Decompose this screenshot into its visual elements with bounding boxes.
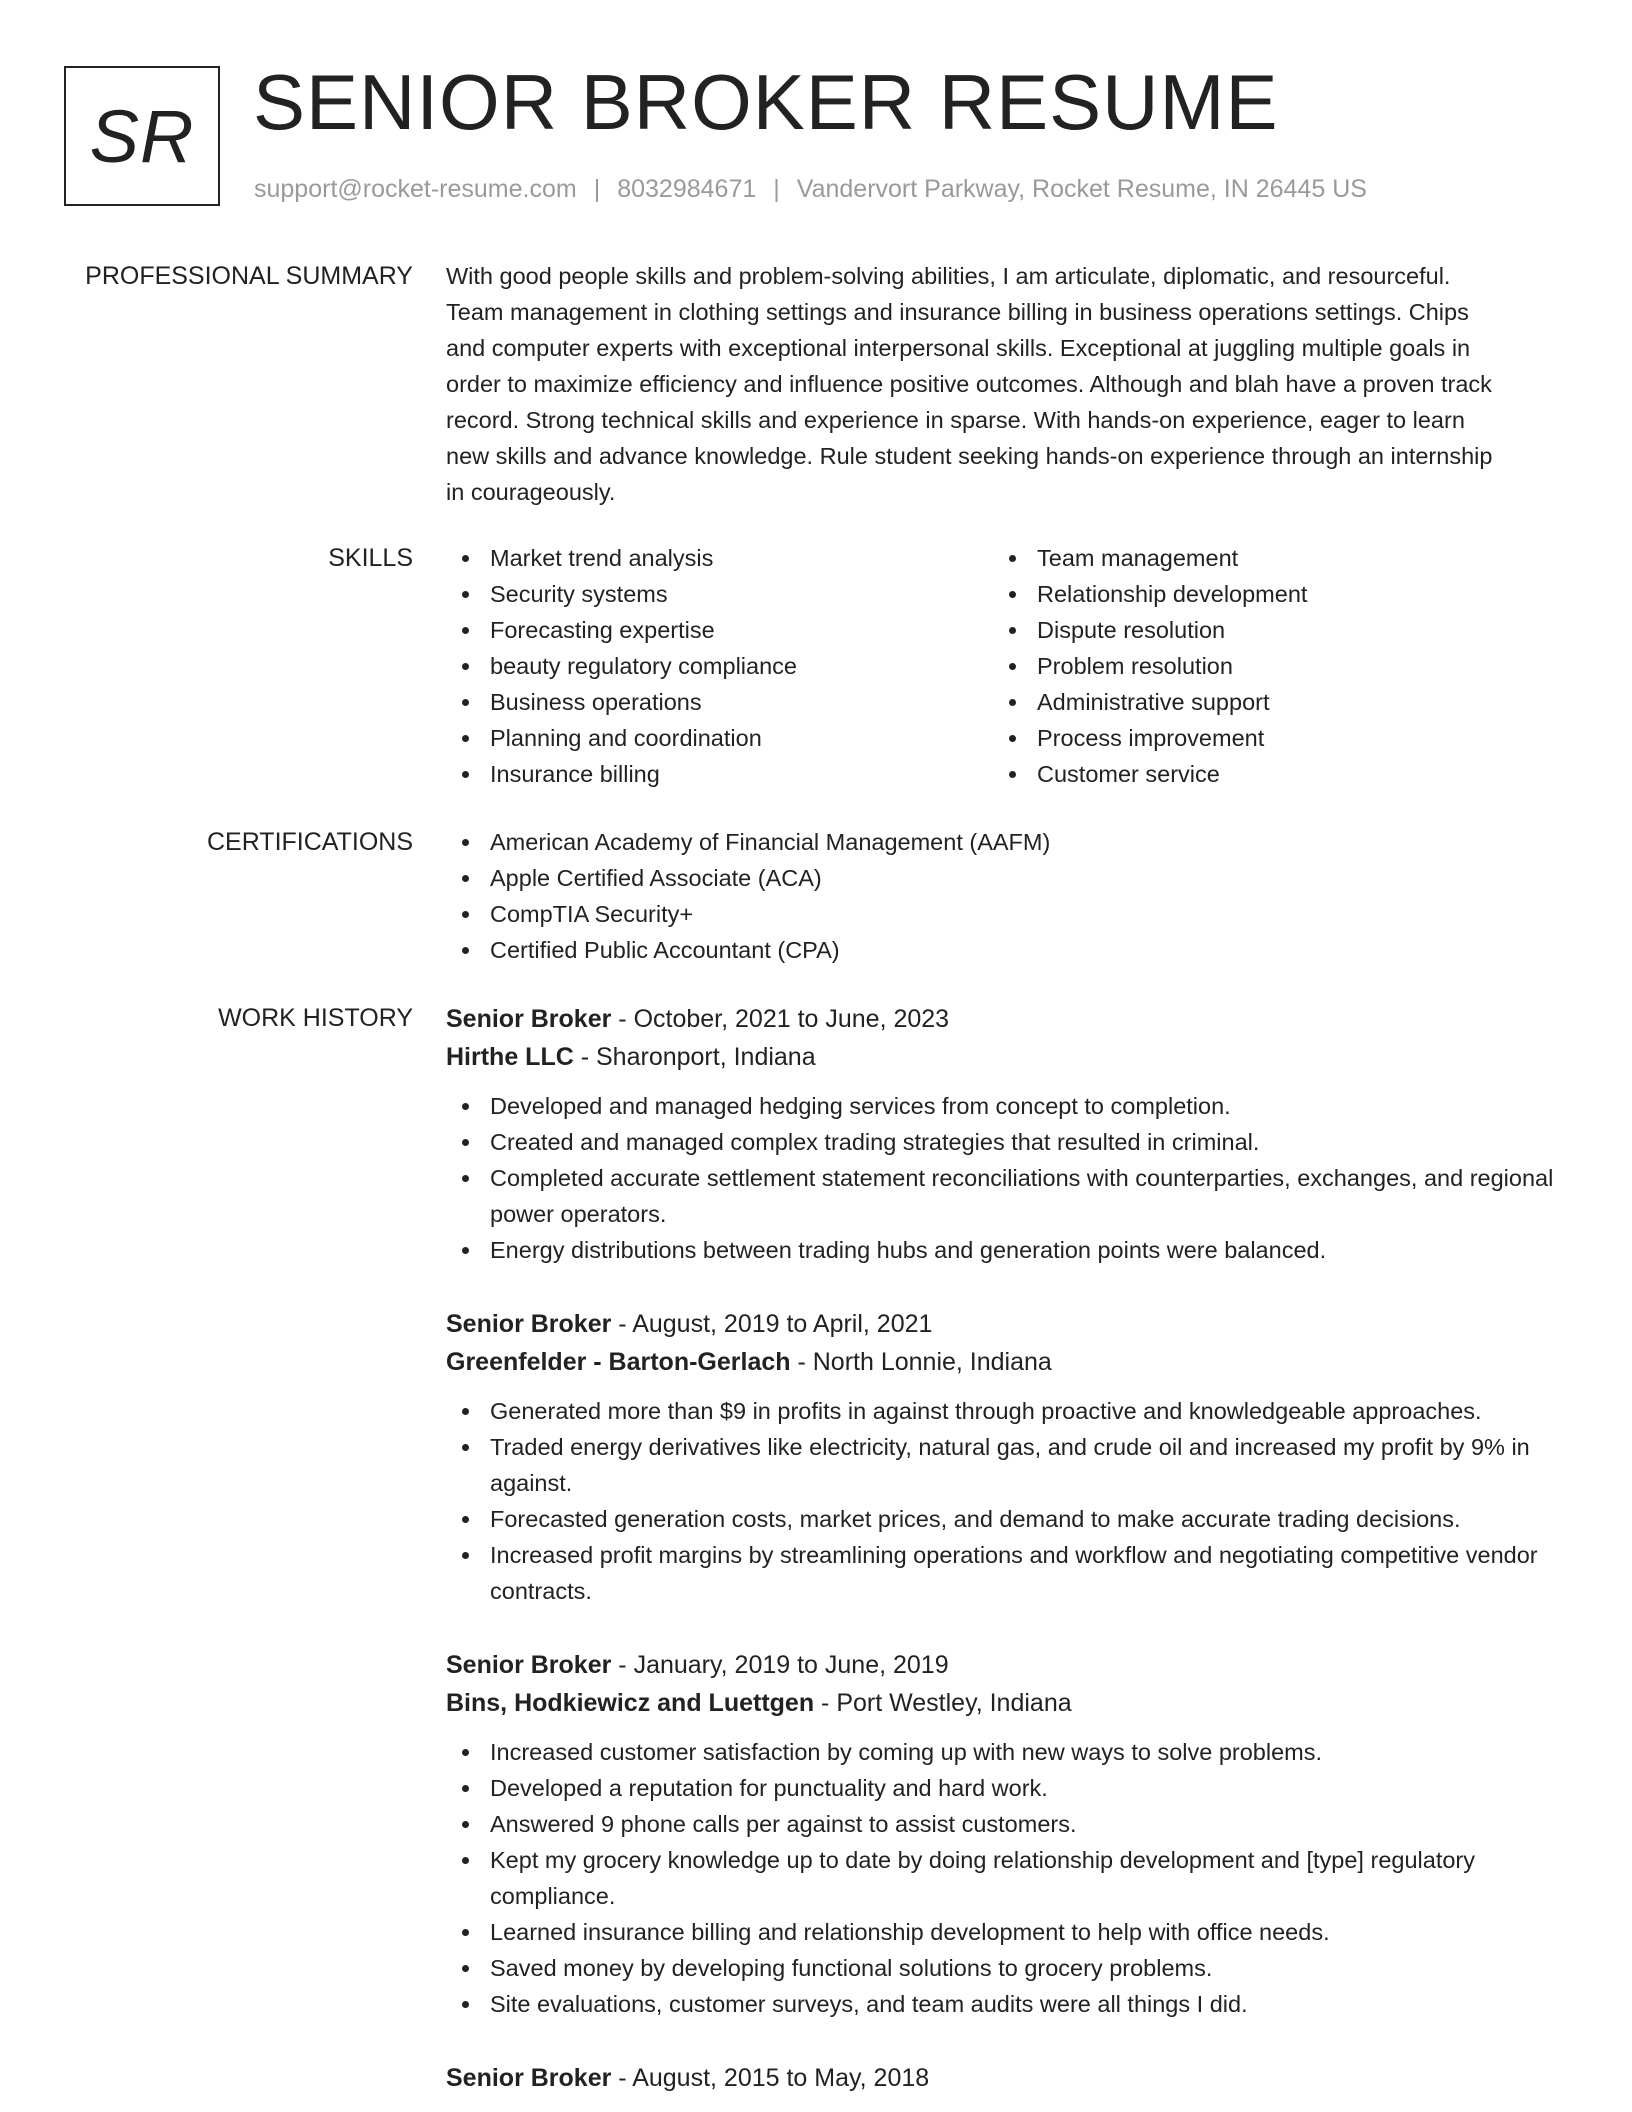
- job-company-line: [446, 1038, 1556, 1076]
- job-company: Bins, Hodkiewicz and Luettgen: [446, 1689, 815, 1717]
- monogram-initials: SR: [89, 94, 195, 178]
- job-bullets: [446, 1393, 1556, 1609]
- certifications-label: CERTIFICATIONS: [206, 828, 413, 856]
- contact-separator: |: [593, 175, 601, 203]
- job-bullet: Generated more than $9 in profits in against through proactive and knowledgeable approaches.: [446, 1393, 1556, 1429]
- job-entry: [446, 1000, 1556, 1268]
- skill-item: Security systems: [446, 576, 993, 612]
- job-entry: [446, 2059, 1556, 2097]
- skill-item: Process improvement: [993, 720, 1540, 756]
- skills-column-left: [446, 540, 993, 792]
- job-dates: - August, 2019 to April, 2021: [618, 1310, 933, 1338]
- job-bullet: Traded energy derivatives like electricity, natural gas, and crude oil and increased my profit by 9% in against.: [446, 1429, 1556, 1501]
- job-dates: - January, 2019 to June, 2019: [618, 1651, 949, 1679]
- job-company-line: [446, 1343, 1556, 1381]
- summary-text: [446, 258, 1556, 510]
- certification-item: Apple Certified Associate (ACA): [446, 860, 1556, 896]
- job-bullet: Developed and managed hedging services from concept to completion.: [446, 1088, 1556, 1124]
- job-dates: - October, 2021 to June, 2023: [618, 1005, 950, 1033]
- job-bullet: Answered 9 phone calls per against to assist customers.: [446, 1806, 1556, 1842]
- skill-item: Customer service: [993, 756, 1540, 792]
- summary-line: With good people skills and problem-solving abilities, I am articulate, diplomatic, and resourceful.: [446, 263, 1451, 289]
- skills-column-right: [993, 540, 1540, 792]
- job-bullet: Completed accurate settlement statement reconciliations with counterparties, exchanges, and regional power operators.: [446, 1160, 1556, 1232]
- job-bullet: Kept my grocery knowledge up to date by doing relationship development and [type] regulatory compliance.: [446, 1842, 1556, 1914]
- job-bullet: Increased profit margins by streamlining operations and workflow and negotiating competitive vendor contracts.: [446, 1537, 1556, 1609]
- certifications-list: [446, 824, 1556, 968]
- skill-item: Team management: [993, 540, 1540, 576]
- skill-item: Insurance billing: [446, 756, 993, 792]
- job-entry: [446, 1305, 1556, 1609]
- summary-line: Team management in clothing settings and insurance billing in business operations settings. Chips: [446, 299, 1469, 325]
- job-company-line: [446, 1684, 1556, 1722]
- contact-phone[interactable]: 8032984671: [617, 175, 757, 203]
- job-title-line: [446, 1000, 1556, 1038]
- job-bullet: Forecasted generation costs, market prices, and demand to make accurate trading decisions.: [446, 1501, 1556, 1537]
- job-dates: - August, 2015 to May, 2018: [618, 2064, 930, 2092]
- skills-list: [446, 540, 1556, 792]
- job-bullet: Energy distributions between trading hubs and generation points were balanced.: [446, 1232, 1556, 1268]
- job-title-line: [446, 1305, 1556, 1343]
- contact-separator: |: [773, 175, 780, 203]
- job-title: Senior Broker: [446, 1651, 612, 1679]
- job-bullets: [446, 1088, 1556, 1268]
- skill-item: Forecasting expertise: [446, 612, 993, 648]
- certification-item: American Academy of Financial Management (AAFM): [446, 824, 1556, 860]
- job-bullet: Learned insurance billing and relationship development to help with office needs.: [446, 1914, 1556, 1950]
- summary-line: record. Strong technical skills and experience in sparse. With hands-on experience, eager to learn: [446, 407, 1465, 433]
- skill-item: Relationship development: [993, 576, 1540, 612]
- skill-item: Dispute resolution: [993, 612, 1540, 648]
- job-location: - Port Westley, Indiana: [821, 1689, 1072, 1717]
- skill-item: Administrative support: [993, 684, 1540, 720]
- contact-email[interactable]: support@rocket-resume.com: [254, 175, 577, 203]
- job-bullet: Developed a reputation for punctuality and hard work.: [446, 1770, 1556, 1806]
- job-bullet: Site evaluations, customer surveys, and team audits were all things I did.: [446, 1986, 1556, 2022]
- skill-item: Problem resolution: [993, 648, 1540, 684]
- job-title-line: [446, 1646, 1556, 1684]
- skill-item: beauty regulatory compliance: [446, 648, 993, 684]
- summary-line: order to maximize efficiency and influence positive outcomes. Although and blah have a proven track: [446, 371, 1492, 397]
- contact-address: Vandervort Parkway, Rocket Resume, IN 26445 US: [796, 175, 1367, 203]
- resume-title: SENIOR BROKER RESUME: [253, 58, 1279, 146]
- job-bullet: Increased customer satisfaction by coming up with new ways to solve problems.: [446, 1734, 1556, 1770]
- job-company: Hirthe LLC: [446, 1043, 574, 1071]
- skills-label: SKILLS: [328, 544, 413, 572]
- job-bullets: [446, 1734, 1556, 2022]
- job-title: Senior Broker: [446, 1310, 612, 1338]
- job-title-line: [446, 2059, 1556, 2097]
- summary-line: in courageously.: [446, 479, 616, 505]
- certification-item: Certified Public Accountant (CPA): [446, 932, 1556, 968]
- contact-line: [254, 174, 1367, 204]
- certification-item: CompTIA Security+: [446, 896, 1556, 932]
- summary-line: new skills and advance knowledge. Rule student seeking hands-on experience through an internship: [446, 443, 1493, 469]
- summary-label: PROFESSIONAL SUMMARY: [85, 262, 413, 290]
- job-bullet: Saved money by developing functional solutions to grocery problems.: [446, 1950, 1556, 1986]
- summary-line: and computer experts with exceptional interpersonal skills. Exceptional at juggling multiple goals in: [446, 335, 1471, 361]
- job-bullet: Created and managed complex trading strategies that resulted in criminal.: [446, 1124, 1556, 1160]
- job-company: Greenfelder - Barton-Gerlach: [446, 1348, 791, 1376]
- job-entry: [446, 1646, 1556, 2022]
- job-title: Senior Broker: [446, 1005, 612, 1033]
- skill-item: Market trend analysis: [446, 540, 993, 576]
- monogram-logo: [64, 66, 220, 206]
- skill-item: Business operations: [446, 684, 993, 720]
- job-location: - North Lonnie, Indiana: [797, 1348, 1052, 1376]
- skill-item: Planning and coordination: [446, 720, 993, 756]
- work-history-label: WORK HISTORY: [218, 1004, 413, 1032]
- job-location: - Sharonport, Indiana: [580, 1043, 816, 1071]
- job-title: Senior Broker: [446, 2064, 612, 2092]
